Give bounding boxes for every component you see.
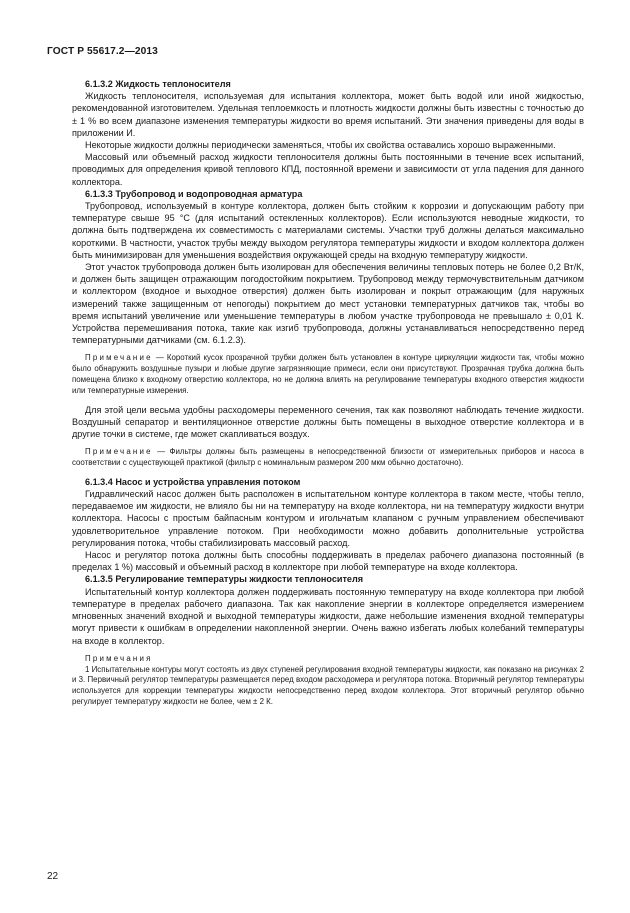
paragraph: Для этой цели весьма удобны расходомеры переменного сечения, так как позволяют наблюдать течение жидкости. Воздушный сепаратор и вентиляционное отверстие должны быть помещены в выходное отверстие коллектора и в другие точки в системе, где может скапливаться воздух. [72,404,584,440]
paragraph: Этот участок трубопровода должен быть изолирован для обеспечения величины тепловых потерь не более 0,2 Вт/К, и должен быть защищен отражающим погодостойким покрытием. Трубопровод между термочувствительным датчиком и коллектором (входное и выходное отверстия) должен быть изолирован и покрыт отражающим (для наружных измерений также защищенным от непогоды) покрытием до мест установки температурных датчиков так, чтобы во время испытаний увеличение или уменьшение температуры в любом участке трубопровода не превышало ± 0,01 К. Устройства перемешивания потока, такие как изгиб трубопровода, должны устанавливаться непосредственно перед температурными датчиками (см. 6.1.2.3). [72,262,584,346]
note [72,447,584,469]
paragraph: Насос и регулятор потока должны быть способны поддерживать в пределах рабочего диапазона постоянный (в пределах 1 %) массовый и объемный расход в коллекторе при любой температуре на входе коллектора. [72,550,584,573]
note-label: Примечание [85,353,153,363]
section-heading-6-1-3-2: 6.1.3.2 Жидкость теплоносителя [85,79,231,89]
paragraph: Испытательный контур коллектора должен поддерживать постоянную температуру на входе коллектора при любой температуре в пределах рабочего диапазона. Так как накопление энергии в коллекторе определяется измерением мгновенных значений входной и выходной температуры жидкости, даже небольшие изменения входной температуры могут привести к ошибкам в определении накопленной энергии. Очень важно избегать любых колебаний температуры на входе в коллектор. [72,586,584,646]
note [72,353,584,396]
note-label: Примечание [85,447,153,457]
paragraph: Трубопровод, используемый в контуре коллектора, должен быть стойким к коррозии и допускающим работу при температуре свыше 95 °С (для испытаний остекленных коллекторов). Если используются неводные жидкости, то должна быть подтверждена их совместимость с материалами системы. Участки труб должны делаться максимально короткими. В частности, участок трубы между выходом регулятора температуры жидкости и входом коллектора должен быть минимизирован для уменьшения воздействия окружающей среды на входную температуру жидкости. [72,201,584,260]
note-text: — Фильтры должны быть размещены в непосредственной близости от измерительных приборов и насоса в соответствии с существующей практикой (фильтр с номинальным размером 200 мкм обычно достаточно). [72,447,584,468]
notes-label: Примечания [85,653,153,663]
paragraph: Жидкость теплоносителя, используемая для испытания коллектора, может быть водой или иной жидкостью, рекомендованной изготовителем. Удельная теплоемкость и плотность жидкости должны быть известны с точностью до ± 1 % во всем диапазоне изменения температуры жидкости во время испытаний. Эти значения приведены для воды в приложении И. [72,91,584,138]
document-header: ГОСТ Р 55617.2—2013 [47,46,158,57]
note-item: 1 Испытательные контуры могут состоять из двух ступеней регулирования входной температуры жидкости, как показано на рисунках 2 и 3. Первичный регулятор температуры размещается перед входом расходомера и регулятора потока. Вторичный регулятор температуры используется для коррекции температуры жидкости непосредственно перед входом коллектора. Этот вторичный регулятор обычно регулирует температуру жидкости не более, чем ± 2 К. [72,664,584,706]
section-heading-6-1-3-5: 6.1.3.5 Регулирование температуры жидкости теплоносителя [85,574,364,585]
page-number: 22 [47,871,59,882]
section-heading-6-1-3-3: 6.1.3.3 Трубопровод и водопроводная арматура [85,188,303,199]
paragraph: Гидравлический насос должен быть расположен в испытательном контуре коллектора в таком месте, чтобы тепло, передаваемое им жидкости, не влияло бы ни на температуру на входе коллектора, ни на температуру жидкости внутри коллектора. Насосы с простым байпасным контуром и игольчатым клапаном с ручным управлением обеспечивают удовлетворительное управление потоком. При необходимости можно добавить дополнительные устройства регулирования потока, чтобы стабилизировать массовый расход. [72,489,584,548]
note-text: — Короткий кусок прозрачной трубки должен быть установлен в контуре циркуляции жидкости так, чтобы можно было обнаружить воздушные пузыри и любые другие загрязняющие примеси, если они присутствуют. Прозрачная трубка должна быть помещена близко к входному отверстию коллектора, но не должна влиять на регулирование температуры входного отверстия жидкости или температурные измерения. [72,353,584,395]
section-heading-6-1-3-4: 6.1.3.4 Насос и устройства управления потоком [85,476,301,487]
paragraph: Массовый или объемный расход жидкости теплоносителя должны быть постоянными в течение всех испытаний, проводимых для определения кривой теплового КПД, постоянной времени и зависимости от угла падения для данного коллектора. [72,152,584,187]
document-body [72,78,584,708]
paragraph: Некоторые жидкости должны периодически заменяться, чтобы их свойства оставались хорошо выраженными. [85,140,556,151]
